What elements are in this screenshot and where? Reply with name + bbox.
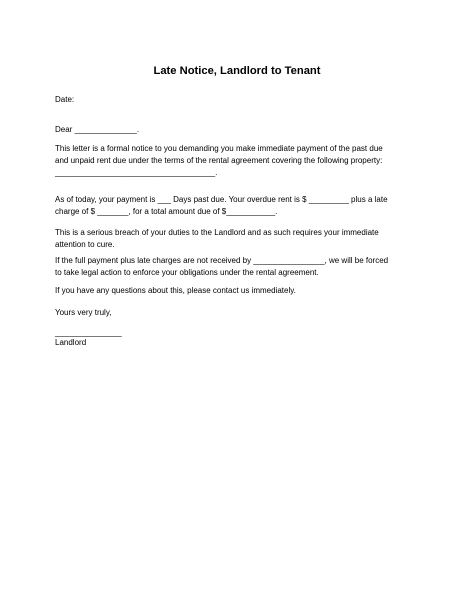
paragraph-amount-due-line-1: As of today, your payment is ___ Days past due. Your overdue rent is $ _________ plus a late: [55, 195, 388, 204]
paragraph-serious-breach-line-2: attention to cure.: [55, 240, 115, 249]
paragraph-formal-notice: [55, 143, 419, 179]
signer-name: Landlord: [55, 338, 87, 347]
paragraph-serious-breach: [55, 227, 419, 251]
paragraph-formal-notice-line-3: ____________________________________.: [55, 168, 218, 177]
paragraph-amount-due-line-2: charge of $ _______, for a total amount due of $___________.: [55, 207, 278, 216]
salutation: Dear ______________.: [55, 125, 140, 134]
paragraph-formal-notice-line-1: This letter is a formal notice to you demanding you make immediate payment of the past due: [55, 144, 383, 153]
paragraph-legal-action-line-2: to take legal action to enforce your obligations under the rental agreement.: [55, 268, 319, 277]
date-label: Date:: [55, 95, 75, 104]
paragraph-formal-notice-line-2: and unpaid rent due under the terms of the rental agreement covering the following property:: [55, 156, 383, 165]
letter-title: Late Notice, Landlord to Tenant: [153, 65, 321, 77]
paragraph-serious-breach-line-1: This is a serious breach of your duties to the Landlord and as such requires your immediate: [55, 228, 379, 237]
signature-line: _______________: [55, 328, 122, 337]
paragraph-legal-action: [55, 255, 419, 279]
paragraph-amount-due: [55, 194, 419, 218]
closing: Yours very truly,: [55, 308, 112, 317]
paragraph-legal-action-line-1: If the full payment plus late charges are not received by ________________, we will be forced: [55, 256, 389, 265]
paragraph-questions: If you have any questions about this, please contact us immediately.: [55, 286, 296, 295]
